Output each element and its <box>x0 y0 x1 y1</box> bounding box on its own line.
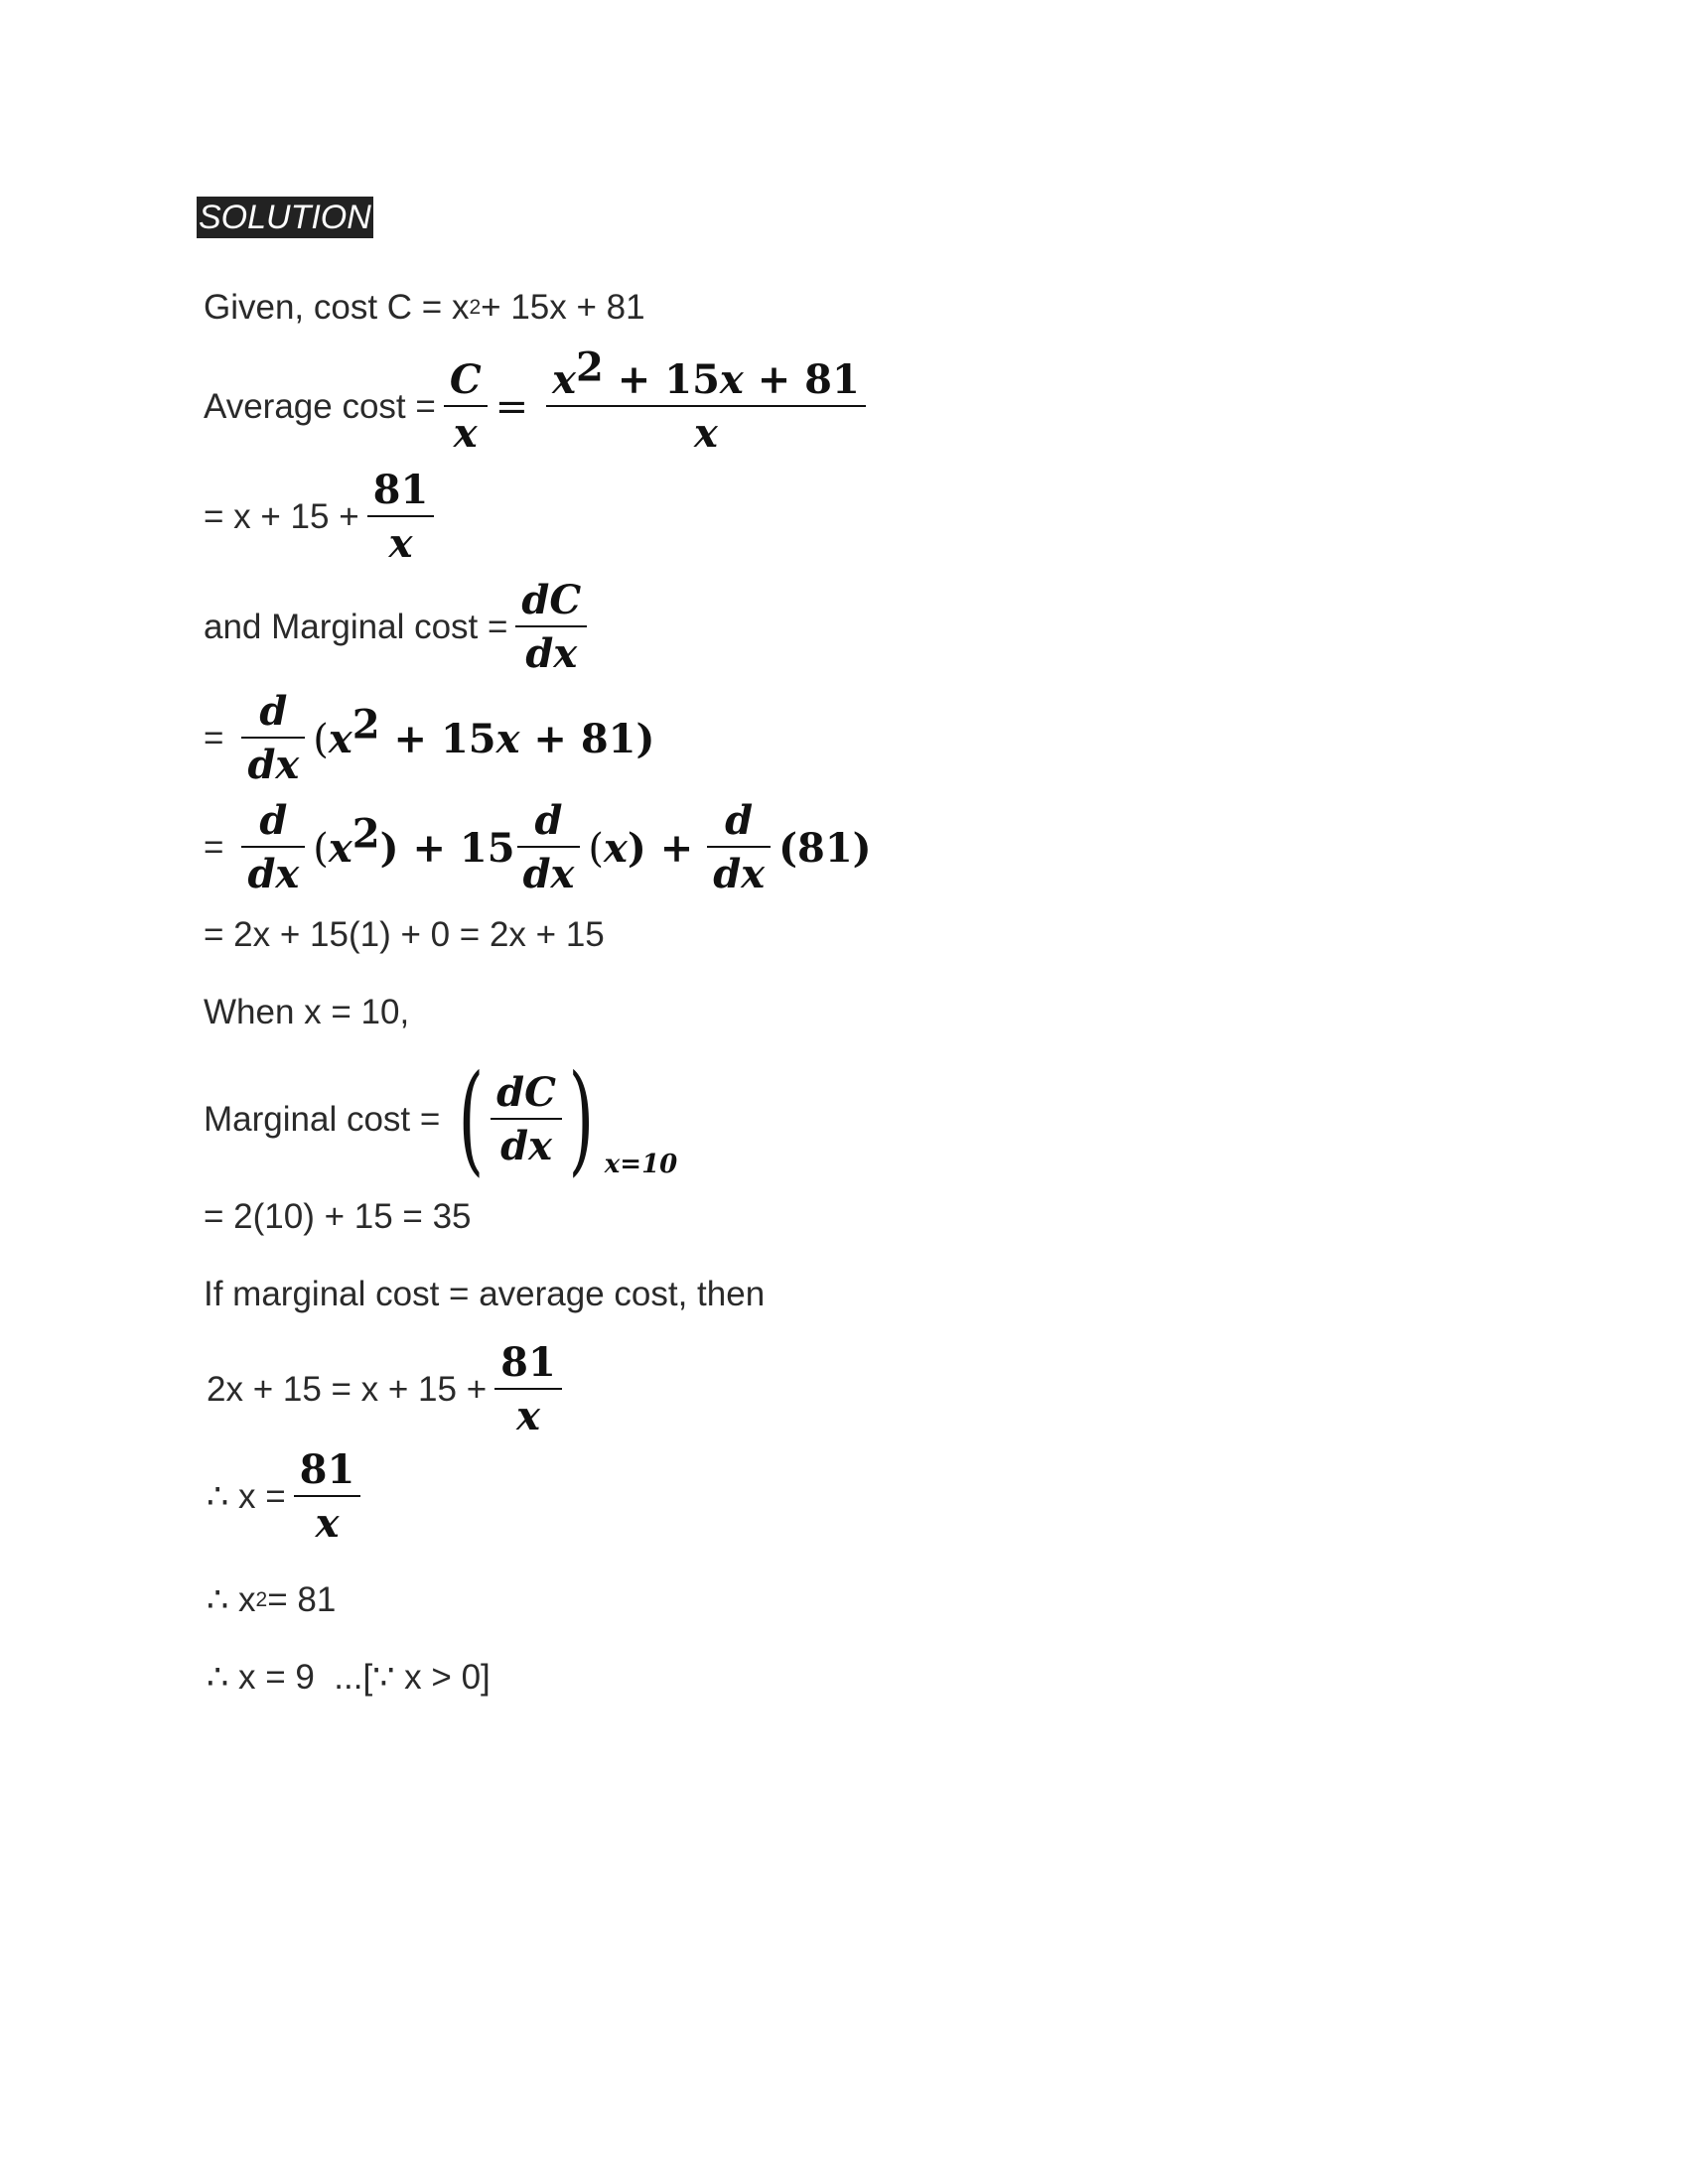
fraction-numerator: d <box>725 797 754 844</box>
close-plus-15: ) + 15 <box>379 824 515 872</box>
derivative-line <box>204 688 655 788</box>
fraction-numerator: dC <box>521 577 582 623</box>
fraction-numerator: 81 <box>372 467 429 513</box>
term-one <box>313 810 515 872</box>
marginal-result-line: = 2x + 15(1) + 0 = 2x + 15 <box>204 915 605 954</box>
term-two <box>588 825 693 872</box>
close-plus: ) + <box>627 824 694 872</box>
term-81: (81) <box>778 824 872 872</box>
fraction-numerator: d <box>259 797 288 844</box>
equals-sign: = <box>494 384 529 430</box>
dc-dx-fraction <box>491 1069 562 1169</box>
d-dx-fraction <box>241 688 305 788</box>
d-dx-fraction <box>241 797 305 897</box>
exponent: 2 <box>352 810 380 858</box>
fraction-numerator: 81 <box>500 1339 556 1386</box>
simplified-average-line <box>204 467 442 567</box>
exponent: 2 <box>352 701 380 749</box>
var-x: x <box>552 356 577 403</box>
open-paren: ( <box>313 716 329 762</box>
fraction-numerator: C <box>449 356 482 403</box>
marginal-cost-label: Marginal cost = <box>204 1100 441 1139</box>
var-x: x <box>328 824 352 872</box>
open-paren: ( <box>313 825 329 872</box>
marginal-at-10-line <box>204 1050 678 1188</box>
d-dx-fraction <box>517 797 581 897</box>
fraction-denominator: dx <box>500 1123 552 1169</box>
equation-label: 2x + 15 = x + 15 + <box>207 1370 488 1409</box>
solution-heading: SOLUTION <box>199 199 371 236</box>
fraction-denominator: dx <box>247 742 300 788</box>
fraction-denominator: dx <box>713 851 766 897</box>
exponent: 2 <box>576 343 604 391</box>
term-81-close: + 81) <box>519 715 655 762</box>
condition-line: If marginal cost = average cost, then <box>204 1275 766 1313</box>
big-open-paren: ( <box>458 1050 485 1188</box>
fraction-numerator: d <box>259 688 288 735</box>
equals-sign: = <box>204 828 224 867</box>
fraction-denominator: x <box>694 410 718 457</box>
fraction-denominator: x <box>453 410 478 457</box>
final-answer-line: ∴ x = 9 ...[∵ x > 0] <box>207 1658 491 1697</box>
x-squared-line: ∴ x 2 = 81 <box>207 1580 337 1619</box>
fraction-denominator: dx <box>525 630 578 677</box>
given-cost-rest: + 15x + 81 <box>481 288 645 327</box>
fraction-denominator: dx <box>522 851 575 897</box>
equals-sign: = <box>204 719 224 757</box>
fraction-numerator: dC <box>496 1069 556 1116</box>
average-cost-label: Average cost = <box>204 387 436 426</box>
c-over-x-fraction <box>444 356 488 457</box>
open-paren: ( <box>588 825 604 872</box>
fraction-denominator: dx <box>247 851 300 897</box>
when-x-line: When x = 10, <box>204 993 410 1031</box>
fraction-numerator: d <box>534 797 563 844</box>
x-squared-text: ∴ x <box>207 1580 256 1619</box>
var-x: x <box>328 715 352 762</box>
fraction-denominator: x <box>315 1500 340 1547</box>
given-cost-text: Given, cost C = x <box>204 288 470 327</box>
big-close-paren: ) <box>568 1050 595 1188</box>
term-15: + 15 <box>379 715 496 762</box>
given-cost-line: Given, cost C = x 2 + 15x + 81 <box>204 288 645 327</box>
var-x: x <box>719 356 744 403</box>
eighty-one-over-x-fraction <box>494 1339 562 1439</box>
fraction-denominator: x <box>516 1393 540 1439</box>
term-15: + 15 <box>603 356 720 403</box>
derivative-expression <box>313 701 655 762</box>
marginal-value-line: = 2(10) + 15 = 35 <box>204 1197 472 1236</box>
fraction-numerator: 81 <box>299 1446 355 1493</box>
d-dx-fraction <box>707 797 771 897</box>
equation-line <box>207 1339 570 1439</box>
eighty-one-over-x-fraction <box>367 467 435 567</box>
derivative-expanded-line <box>204 797 872 897</box>
cost-over-x-fraction <box>546 343 866 457</box>
evaluation-subscript: x=10 <box>604 1150 678 1179</box>
dc-dx-fraction <box>515 577 587 677</box>
therefore-x-label: ∴ x = <box>207 1477 286 1516</box>
therefore-x-line <box>207 1446 368 1547</box>
simplified-average-label: = x + 15 + <box>204 497 359 536</box>
var-x: x <box>604 824 628 872</box>
marginal-cost-line <box>204 577 595 677</box>
var-x: x <box>495 715 520 762</box>
average-cost-line <box>204 343 874 457</box>
term-81: + 81 <box>743 356 860 403</box>
fraction-numerator <box>546 343 866 405</box>
eighty-one-over-x-fraction <box>294 1446 361 1547</box>
x-squared-rest: = 81 <box>267 1580 337 1619</box>
marginal-cost-label: and Marginal cost = <box>204 608 508 646</box>
fraction-denominator: x <box>388 520 413 567</box>
